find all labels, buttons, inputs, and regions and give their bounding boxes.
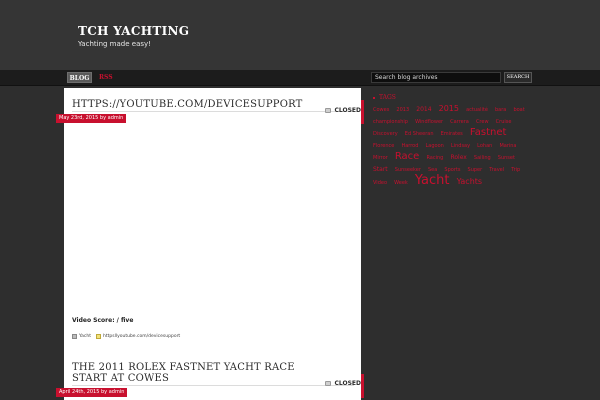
post-source-link[interactable]: httpsllyoutube.com/devicesupport — [102, 333, 181, 339]
post-title[interactable] — [72, 362, 295, 384]
post-meta — [72, 332, 180, 340]
main-content — [64, 88, 361, 400]
post-title[interactable]: HTTPS://YOUTUBE.COM/DEVICESUPPORT — [72, 99, 303, 110]
tag-link[interactable]: Sea — [427, 167, 438, 173]
tag-link[interactable]: bara — [495, 107, 507, 113]
tag-link[interactable]: Sports — [444, 167, 461, 173]
tag-link[interactable]: Florence — [373, 143, 395, 149]
tag-link[interactable]: Travel — [489, 167, 505, 173]
post-tag-link[interactable]: Yacht — [79, 333, 91, 339]
tag-link[interactable]: Super — [467, 167, 483, 173]
tag-cloud — [373, 102, 535, 187]
tag-link[interactable]: Emirates — [440, 131, 463, 137]
nav-item-blog[interactable]: BLOG — [67, 72, 92, 83]
tag-link[interactable]: 2014 — [416, 106, 432, 113]
tag-link[interactable]: 2015 — [438, 104, 459, 113]
tag-link[interactable]: Lohan — [477, 143, 493, 149]
tag-link[interactable]: Racing — [426, 155, 444, 161]
comments-status[interactable] — [325, 106, 361, 115]
site-header — [0, 0, 600, 70]
tag-link[interactable]: Rolex — [450, 154, 467, 161]
comment-bubble-icon — [325, 108, 331, 113]
tag-link[interactable]: Fastnet — [469, 127, 507, 138]
post-date-badge: May 23rd, 2015 by admin — [56, 114, 126, 123]
site-tagline: Yachting made easy! — [78, 40, 151, 48]
tag-link[interactable]: boat — [513, 107, 525, 113]
tag-link[interactable]: Crew — [475, 119, 489, 125]
comment-bubble-icon — [325, 381, 331, 386]
tag-link[interactable]: Week — [394, 180, 408, 186]
site-title[interactable]: TCH YACHTING — [78, 24, 190, 38]
tag-link[interactable]: championship — [373, 119, 408, 125]
tag-link[interactable]: actualité — [466, 107, 488, 113]
nav-item-rss[interactable]: RSS — [99, 74, 113, 81]
tag-link[interactable]: Mirror — [373, 155, 388, 161]
search-button[interactable]: SEARCH — [504, 72, 532, 83]
tag-link[interactable]: Windflower — [415, 119, 444, 125]
tag-link[interactable]: Yacht — [414, 173, 450, 188]
tag-link[interactable]: Race — [394, 151, 420, 162]
post-title-line: START AT COWES — [72, 373, 169, 384]
link-icon — [96, 334, 101, 339]
tag-link[interactable]: Yachts — [456, 177, 483, 186]
tag-link[interactable]: Ed Sheeran — [404, 131, 434, 137]
post-accent-edge — [361, 374, 364, 398]
post-accent-edge — [361, 100, 364, 124]
tag-link[interactable]: Marina — [499, 143, 517, 149]
tag-link[interactable]: Carrera — [450, 119, 469, 125]
post-title-line: THE 2011 ROLEX FASTNET YACHT RACE — [72, 362, 295, 373]
tag-link[interactable]: Lagoon — [425, 143, 444, 149]
tag-link[interactable]: Harrod — [401, 143, 419, 149]
video-score: Video Score: / five — [72, 317, 134, 324]
tag-link[interactable]: Start — [373, 166, 388, 173]
tag-link[interactable]: Cruise — [495, 119, 512, 125]
comments-label: CLOSED — [334, 107, 361, 114]
tag-link[interactable]: Video — [373, 180, 388, 186]
tag-link[interactable]: 2013 — [396, 107, 410, 113]
tag-link[interactable]: Sailing — [473, 155, 491, 161]
title-divider — [72, 111, 354, 112]
tag-icon — [72, 334, 77, 339]
comments-label: CLOSED — [334, 380, 361, 387]
tag-link[interactable]: Discovery — [373, 131, 398, 137]
bullet-icon — [373, 97, 375, 99]
tags-heading-label: TAGS — [379, 94, 396, 101]
title-divider — [72, 385, 354, 386]
tag-link[interactable]: Cowes — [373, 107, 390, 113]
tag-link[interactable]: Lindsay — [450, 143, 471, 149]
post-date-badge: April 24th, 2015 by admin — [56, 388, 127, 397]
comments-status[interactable] — [325, 379, 361, 388]
search-input[interactable] — [371, 72, 501, 83]
tag-link[interactable]: Sunset — [497, 155, 515, 161]
tag-link[interactable]: Trip — [511, 167, 521, 173]
tag-link[interactable]: Sunseeker — [394, 167, 421, 173]
